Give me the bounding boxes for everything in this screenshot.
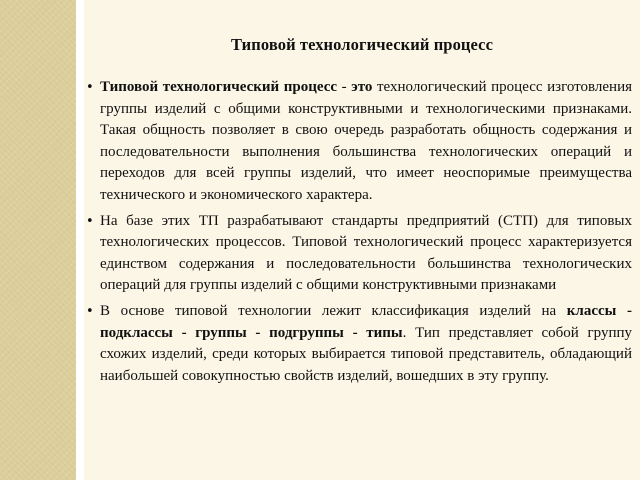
bullet-item-definition <box>84 77 632 207</box>
bullet-marker: • <box>86 80 94 95</box>
classification-text-end: . Тип представляет собой группу схожих изделий, среди которых выбирается типовой представитель, обладающий наибольшей совокупностью свойств изделий, вошедших в эту группу. <box>100 324 633 384</box>
slide-title: Типовой технологический процесс <box>230 35 494 54</box>
bullet-marker: • <box>86 213 94 229</box>
bullet-marker: • <box>86 303 94 319</box>
bullet-item-standards <box>84 211 632 297</box>
term-bold: Типовой технологический процесс <box>100 79 338 95</box>
bullet-item-classification <box>84 301 632 387</box>
standards-text: На базе этих ТП разрабатывают стандарты предприятий (СТП) для типовых технологических процессов. Типовой технологический процесс характеризуется единством содержания и последовательности большинства технологических операций для группы изделий с общими конструктивными признаками <box>100 212 632 294</box>
definition-text: технологический процесс изготовления группы изделий с общими конструктивными и технологическими признаками. Такая общность позволяет в свою очередь разработать общность содержания и последовательности выполнения большинства технологических операций и переходов для всей группы изделий, что имеет неоспоримые преимущества технического и экономического характера. <box>100 79 632 203</box>
decorative-side-band <box>0 0 76 480</box>
term-separator: - <box>337 79 352 95</box>
classification-text-start: В основе типовой технологии лежит классификация изделий на <box>100 302 567 319</box>
classification-hierarchy-bold: классы - подклассы - группы - подгруппы - типы <box>100 302 632 341</box>
term-verb-bold: это <box>351 79 373 95</box>
slide-content <box>84 77 632 391</box>
